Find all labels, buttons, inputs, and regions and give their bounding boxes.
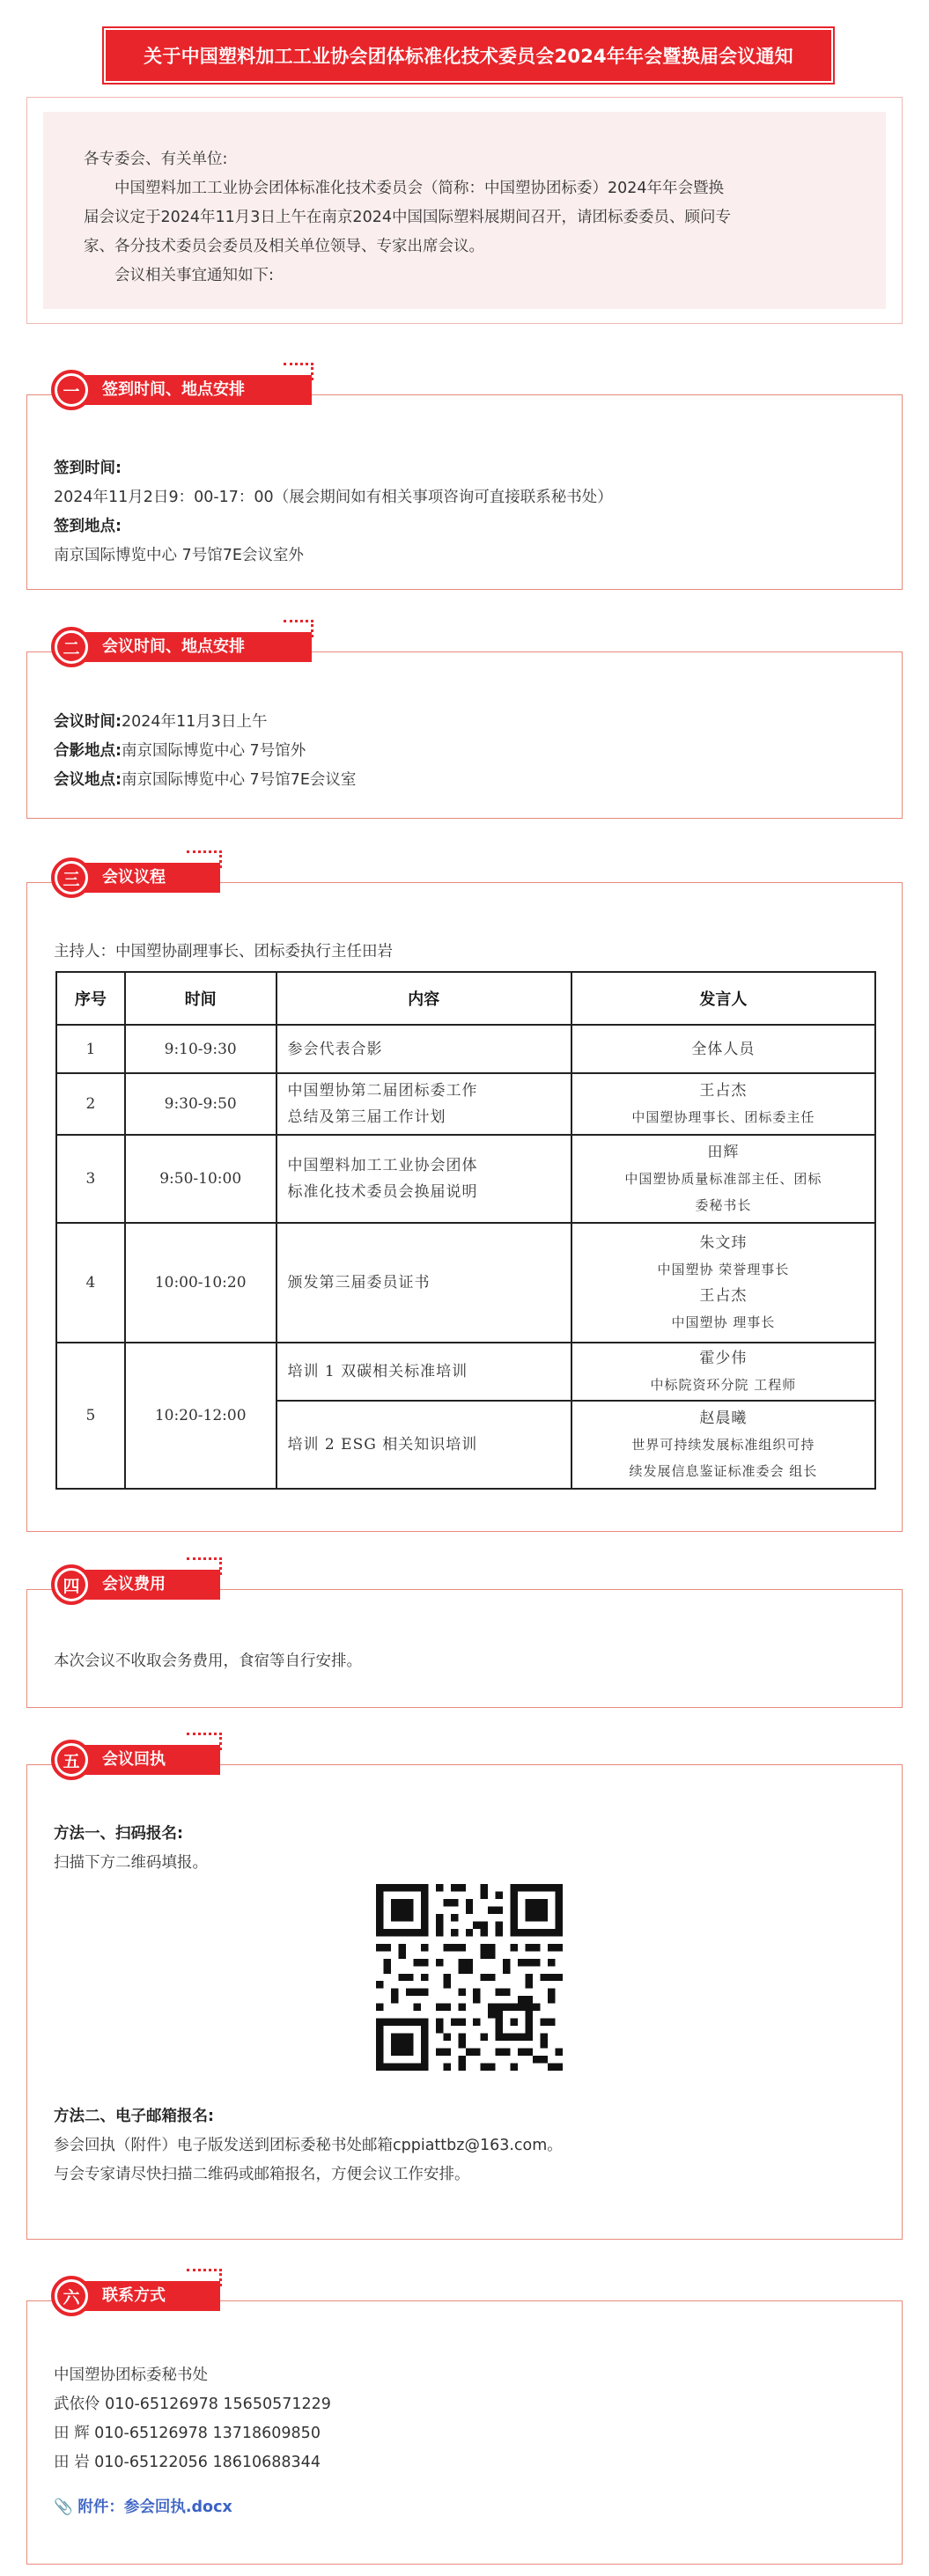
- meeting-place: 南京国际博览中心 7号馆7E会议室: [122, 771, 357, 789]
- section-4-title: 会议费用: [77, 1570, 220, 1600]
- page-title: 关于中国塑料加工工业协会团体标准化技术委员会2024年年会暨换届会议通知: [104, 28, 833, 83]
- row-time: 10:00-10:20: [125, 1223, 276, 1343]
- section-3-badge: 三: [51, 857, 92, 898]
- intro-para2: 会议相关事宜通知如下:: [114, 267, 274, 284]
- row-content: 中国塑协第二届团标委工作 总结及第三届工作计划: [276, 1073, 571, 1135]
- intro-para1-line1: 中国塑料加工工业协会团体标准化技术委员会（简称：中国塑协团标委）2024年年会暨换: [114, 180, 725, 197]
- intro-box: [26, 97, 903, 324]
- section-6-title: 联系方式: [77, 2281, 220, 2311]
- method1: [54, 1820, 208, 1878]
- row-speaker: 王占杰 中国塑协理事长、团标委主任: [571, 1073, 875, 1135]
- section-6-badge: 六: [51, 2276, 92, 2316]
- table-row: [56, 1073, 875, 1135]
- row-speaker: 霍少伟 中标院资环分院 工程师: [571, 1343, 875, 1401]
- header-speaker: 发言人: [571, 972, 875, 1025]
- photo-place: 南京国际博览中心 7号馆外: [122, 742, 306, 760]
- table-row: [56, 1223, 875, 1343]
- section-6-box: [26, 2300, 903, 2565]
- contact-item: 田 岩 010-65122056 18610688344: [54, 2454, 321, 2471]
- row-no: 5: [56, 1343, 125, 1489]
- header-content: 内容: [276, 972, 571, 1025]
- intro-content: [43, 112, 886, 309]
- section-1-content: [54, 454, 613, 570]
- checkin-place-label: 签到地点:: [54, 518, 122, 535]
- method2-text: 参会回执（附件）电子版发送到团标委秘书处邮箱cppiattbz@163.com。: [54, 2137, 563, 2154]
- row-time: 9:30-9:50: [125, 1073, 276, 1135]
- method2-note: 与会专家请尽快扫描二维码或邮箱报名，方便会议工作安排。: [54, 2166, 470, 2183]
- row-no: 4: [56, 1223, 125, 1343]
- row-content: 培训 1 双碳相关标准培训: [276, 1343, 571, 1401]
- header-no: 序号: [56, 972, 125, 1025]
- table-header-row: [56, 972, 875, 1025]
- section-5-badge: 五: [51, 1740, 92, 1780]
- row-no: 1: [56, 1025, 125, 1073]
- row-content: 培训 2 ESG 相关知识培训: [276, 1401, 571, 1489]
- table-row: [56, 1343, 875, 1401]
- row-no: 3: [56, 1135, 125, 1223]
- row-no: 2: [56, 1073, 125, 1135]
- host-line: 主持人：中国塑协副理事长、团标委执行主任田岩: [54, 943, 393, 960]
- section-1-box: [26, 394, 903, 590]
- contact-item: 武依伶 010-65126978 15650571229: [54, 2396, 331, 2413]
- row-speaker: 朱文玮 中国塑协 荣誉理事长 王占杰 中国塑协 理事长: [571, 1223, 875, 1343]
- checkin-time: 2024年11月2日9：00-17：00（展会期间如有相关事项咨询可直接联系秘书处）: [54, 489, 613, 506]
- method1-label: 方法一、扫码报名:: [54, 1825, 183, 1843]
- section-2-title: 会议时间、地点安排: [77, 632, 312, 662]
- fee-text: 本次会议不收取会务费用，食宿等自行安排。: [54, 1652, 362, 1670]
- meeting-time: 2024年11月3日上午: [122, 713, 268, 731]
- registration-qr-code[interactable]: [376, 1884, 563, 2071]
- method1-text: 扫描下方二维码填报。: [54, 1854, 208, 1872]
- row-content: 颁发第三届委员证书: [276, 1223, 571, 1343]
- row-content: 中国塑料加工工业协会团体 标准化技术委员会换届说明: [276, 1135, 571, 1223]
- meeting-time-label: 会议时间:: [54, 713, 122, 731]
- intro-para1-line3: 家、各分技术委员会委员及相关单位领导、专家出席会议。: [84, 238, 484, 255]
- table-row: [56, 1135, 875, 1223]
- section-1-title: 签到时间、地点安排: [77, 375, 312, 405]
- section-2-content: [54, 708, 356, 795]
- title-banner: [104, 28, 833, 83]
- row-speaker: 全体人员: [571, 1025, 875, 1073]
- attachment-link[interactable]: [54, 2493, 331, 2522]
- section-3-box: [26, 882, 903, 1532]
- method2: [54, 2102, 563, 2190]
- section-2-box: [26, 651, 903, 819]
- attachment-label[interactable]: 附件：参会回执.docx: [77, 2499, 232, 2516]
- row-speaker: 田辉 中国塑协质量标准部主任、团标 委秘书长: [571, 1135, 875, 1223]
- agenda-table: [55, 971, 876, 1490]
- checkin-place: 南京国际博览中心 7号馆7E会议室外: [54, 547, 304, 564]
- header-time: 时间: [125, 972, 276, 1025]
- section-2-badge: 二: [51, 627, 92, 667]
- section-4-badge: 四: [51, 1564, 92, 1605]
- contact-item: 田 辉 010-65126978 13718609850: [54, 2425, 321, 2442]
- contact-list: [54, 2361, 331, 2522]
- intro-para1-line2: 届会议定于2024年11月3日上午在南京2024中国国际塑料展期间召开，请团标委委员、顾问专: [84, 209, 731, 226]
- row-time: 9:50-10:00: [125, 1135, 276, 1223]
- section-5-box: [26, 1764, 903, 2240]
- section-1-badge: 一: [51, 370, 92, 410]
- photo-place-label: 合影地点:: [54, 742, 122, 760]
- section-5-title: 会议回执: [77, 1745, 220, 1775]
- section-4-box: [26, 1589, 903, 1708]
- meeting-place-label: 会议地点:: [54, 771, 122, 789]
- paperclip-icon: 📎: [54, 2499, 73, 2516]
- section-3-title: 会议议程: [77, 863, 220, 893]
- intro-greeting: 各专委会、有关单位:: [84, 151, 228, 168]
- contact-org: 中国塑协团标委秘书处: [54, 2366, 208, 2384]
- row-time: 9:10-9:30: [125, 1025, 276, 1073]
- table-row: [56, 1025, 875, 1073]
- row-speaker: 赵晨曦 世界可持续发展标准组织可持 续发展信息鉴证标准委会 组长: [571, 1401, 875, 1489]
- method2-label: 方法二、电子邮箱报名:: [54, 2108, 214, 2125]
- row-time: 10:20-12:00: [125, 1343, 276, 1489]
- row-content: 参会代表合影: [276, 1025, 571, 1073]
- checkin-time-label: 签到时间:: [54, 460, 122, 477]
